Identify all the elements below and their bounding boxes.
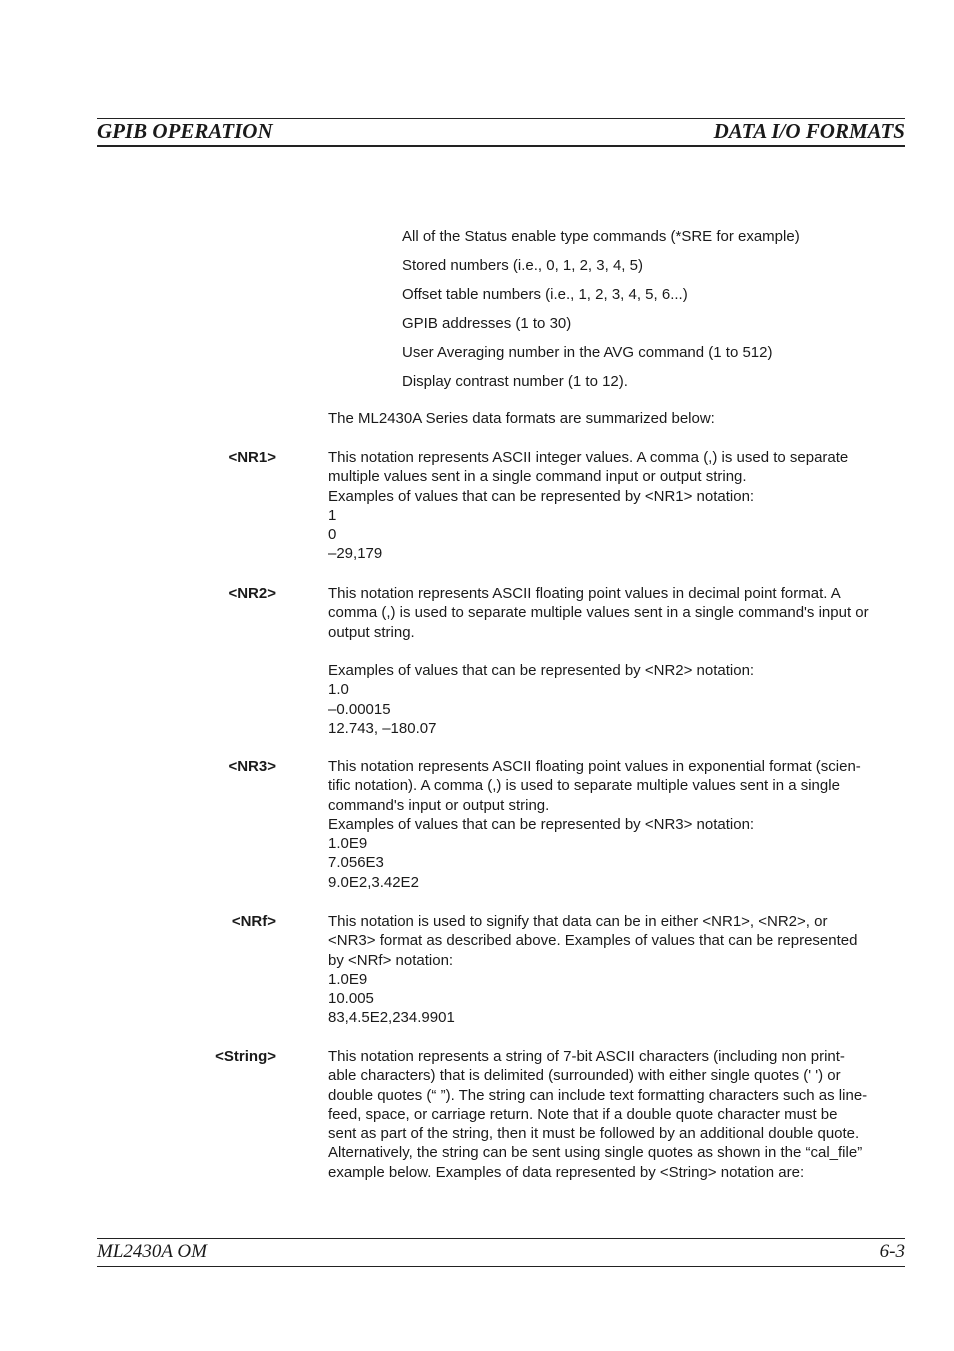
footer-page-number: 6-3 <box>879 1241 905 1262</box>
summary-text: The ML2430A Series data formats are summarized below: <box>328 410 715 427</box>
format-body-nr1 <box>328 448 908 564</box>
body-gap <box>328 642 908 661</box>
body-line: by <NRf> notation: <box>328 951 454 969</box>
footer-bottom-rule <box>97 1266 905 1267</box>
body-line: –29,179 <box>328 545 383 563</box>
header-chapter-title: DATA I/O FORMATS <box>713 119 905 143</box>
body-line: 1.0E9 <box>328 835 368 853</box>
format-body-nr3 <box>328 757 908 892</box>
header-section-title: GPIB OPERATION <box>97 119 273 143</box>
body-line: This notation represents ASCII integer values. A comma (,) is used to separate <box>328 449 849 466</box>
intro-list-item: GPIB addresses (1 to 30) <box>402 315 572 332</box>
intro-list-item: Offset table numbers (i.e., 1, 2, 3, 4, 5, 6...) <box>402 286 688 303</box>
body-line: 10.005 <box>328 990 374 1008</box>
intro-list-item: Stored numbers (i.e., 0, 1, 2, 3, 4, 5) <box>402 257 643 274</box>
intro-list-item: All of the Status enable type commands (*SRE for example) <box>402 228 800 245</box>
format-body-nr2 <box>328 584 908 738</box>
body-line: feed, space, or carriage return. Note that if a double quote character must be <box>328 1105 838 1123</box>
body-line: <NR3> format as described above. Examples of values that can be represented <box>328 932 858 950</box>
format-term-string: <String> <box>215 1048 276 1065</box>
body-line: Examples of values that can be represented by <NR1> notation: <box>328 487 755 505</box>
format-body-nrf <box>328 912 908 1028</box>
header-bottom-rule <box>97 145 905 147</box>
body-line: 9.0E2,3.42E2 <box>328 873 419 891</box>
body-line: 1.0 <box>328 681 349 699</box>
format-term-nr1: <NR1> <box>228 449 276 466</box>
footer-manual-title: ML2430A OM <box>97 1241 207 1262</box>
intro-list-item: User Averaging number in the AVG command (1 to 512) <box>402 344 773 361</box>
body-line: 12.743, –180.07 <box>328 720 437 738</box>
body-line: able characters) that is delimited (surrounded) with either single quotes (' ') or <box>328 1067 841 1085</box>
format-term-nr2: <NR2> <box>228 585 276 602</box>
body-line: 1 <box>328 506 337 524</box>
body-line: tific notation). A comma (,) is used to separate multiple values sent in a single <box>328 777 840 795</box>
body-line: 0 <box>328 526 337 544</box>
body-line: output string. <box>328 623 415 641</box>
format-body-string <box>328 1047 908 1182</box>
body-line: 7.056E3 <box>328 854 384 872</box>
body-line: double quotes (“ ”). The string can include text formatting characters such as line- <box>328 1086 868 1104</box>
body-line: Alternatively, the string can be sent using single quotes as shown in the “cal_file” <box>328 1144 863 1162</box>
body-line: 83,4.5E2,234.9901 <box>328 1009 455 1027</box>
body-line: Examples of values that can be represented by <NR2> notation: <box>328 662 755 680</box>
body-line: Examples of values that can be represented by <NR3> notation: <box>328 815 755 833</box>
body-line: multiple values sent in a single command input or output string. <box>328 468 747 486</box>
body-line: sent as part of the string, then it must be followed by an additional double quote. <box>328 1125 860 1143</box>
body-line: This notation represents a string of 7-bit ASCII characters (including non print- <box>328 1048 845 1065</box>
body-line: comma (,) is used to separate multiple values sent in a single command's input or <box>328 604 869 622</box>
footer-top-rule <box>97 1238 905 1239</box>
body-line: 1.0E9 <box>328 970 368 988</box>
body-line: This notation represents ASCII floating point values in decimal point format. A <box>328 585 841 602</box>
body-line: command's input or output string. <box>328 796 550 814</box>
intro-list-item: Display contrast number (1 to 12). <box>402 373 628 390</box>
body-line: This notation is used to signify that data can be in either <NR1>, <NR2>, or <box>328 913 828 930</box>
body-line: example below. Examples of data represented by <String> notation are: <box>328 1163 805 1181</box>
format-term-nrf: <NRf> <box>231 913 276 930</box>
body-line: –0.00015 <box>328 700 391 718</box>
format-term-nr3: <NR3> <box>228 758 276 775</box>
intro-list <box>402 227 800 401</box>
body-line: This notation represents ASCII floating point values in exponential format (scien- <box>328 758 861 775</box>
